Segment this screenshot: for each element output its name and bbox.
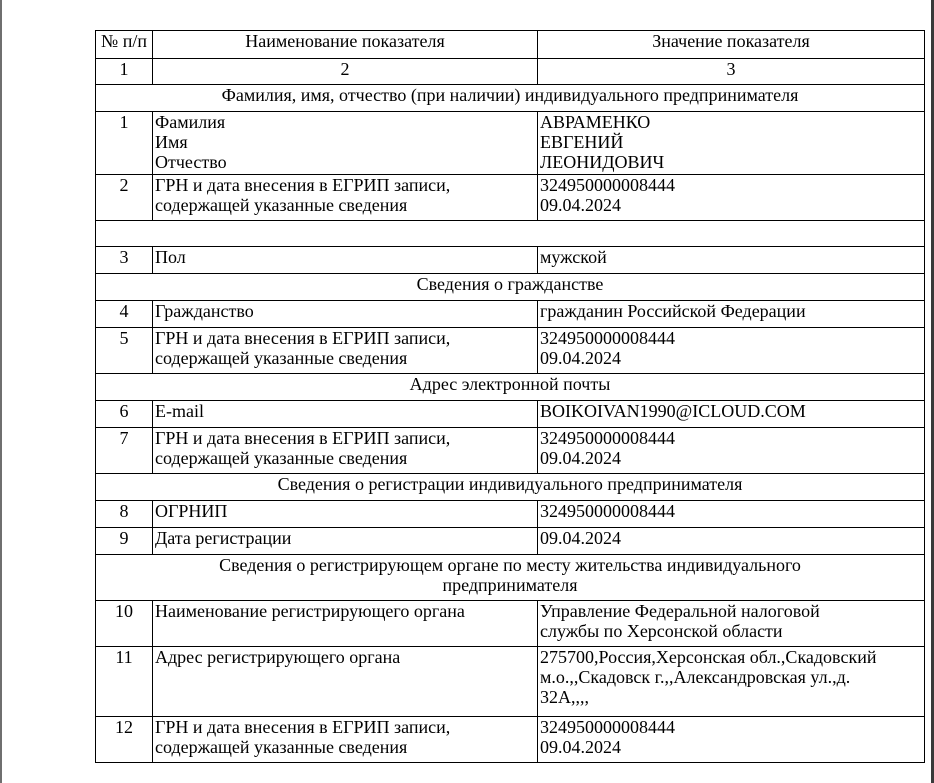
section-title-line: Сведения о регистрирующем органе по месту жительства индивидуального [219,555,801,575]
label-line: ГРН и дата внесения в ЕГРИП записи, [155,328,451,348]
value-first-name: ЕВГЕНИЙ [540,132,624,152]
table-row [96,647,925,717]
label-line: содержащей указанные сведения [155,448,408,468]
row-label: Дата регистрации [153,528,538,555]
egrip-extract-table [95,30,925,763]
page-left-border [0,0,2,783]
label-line: ГРН и дата внесения в ЕГРИП записи, [155,717,451,737]
row-value [538,328,925,374]
section-title-reg-authority [96,555,925,601]
section-row [96,555,925,601]
row-value [538,601,925,647]
table-row [96,601,925,647]
table-row [96,428,925,474]
section-row [96,474,925,501]
label-line: содержащей указанные сведения [155,348,408,368]
row-number: 6 [96,401,153,428]
registration-date-value: 09.04.2024 [538,528,925,555]
column-index-row [96,59,925,85]
grn-value: 324950000008444 [540,717,675,737]
row-number: 10 [96,601,153,647]
section-title-email: Адрес электронной почты [96,374,925,401]
row-value [538,428,925,474]
empty-row [96,221,925,247]
row-value [538,647,925,717]
table-row [96,112,925,175]
section-row [96,374,925,401]
row-number: 12 [96,717,153,763]
email-value: BOIKOIVAN1990@ICLOUD.COM [538,401,925,428]
section-title-fio: Фамилия, имя, отчество (при наличии) индивидуального предпринимателя [96,85,925,112]
grn-value: 324950000008444 [540,175,675,195]
row-label: Гражданство [153,301,538,328]
date-value: 09.04.2024 [540,348,621,368]
label-line: ГРН и дата внесения в ЕГРИП записи, [155,428,451,448]
address-line: 32А,,,, [540,687,589,707]
row-label [153,717,538,763]
table-row [96,717,925,763]
label-line: содержащей указанные сведения [155,195,408,215]
label-patronymic: Отчество [155,152,227,172]
row-number: 8 [96,501,153,528]
label-line: ГРН и дата внесения в ЕГРИП записи, [155,175,451,195]
grn-value: 324950000008444 [540,428,675,448]
row-value: гражданин Российской Федерации [538,301,925,328]
row-number: 9 [96,528,153,555]
table-row [96,528,925,555]
address-line: 275700,Россия,Херсонская обл.,Скадовский [540,647,877,667]
row-number: 7 [96,428,153,474]
row-label [153,175,538,221]
ogrnip-value: 324950000008444 [538,501,925,528]
row-label [153,428,538,474]
column-header-value: Значение показателя [538,31,925,59]
address-line: м.о.,,Скадовск г.,,Александровская ул.,д. [540,667,851,687]
row-number: 3 [96,247,153,274]
column-header-number: № п/п [96,31,153,59]
column-header-name: Наименование показателя [153,31,538,59]
column-index-2: 2 [153,59,538,85]
row-label: Адрес регистрирующего органа [153,647,538,717]
row-value [538,112,925,175]
date-value: 09.04.2024 [540,195,621,215]
empty-cell [96,221,925,247]
authority-name-line: службы по Херсонской области [540,621,783,641]
section-title-citizenship: Сведения о гражданстве [96,274,925,301]
table-row [96,301,925,328]
section-row [96,274,925,301]
section-title-registration: Сведения о регистрации индивидуального предпринимателя [96,474,925,501]
row-label: E-mail [153,401,538,428]
date-value: 09.04.2024 [540,737,621,757]
row-number: 4 [96,301,153,328]
row-number: 1 [96,112,153,175]
row-value: мужской [538,247,925,274]
row-value [538,175,925,221]
row-number: 5 [96,328,153,374]
table-header-row [96,31,925,59]
row-label [153,328,538,374]
row-label [153,112,538,175]
table-row [96,175,925,221]
row-label: Пол [153,247,538,274]
value-patronymic: ЛЕОНИДОВИЧ [540,152,665,172]
section-row [96,85,925,112]
table-row [96,328,925,374]
section-title-line: предпринимателя [442,575,578,595]
row-label: Наименование регистрирующего органа [153,601,538,647]
column-index-3: 3 [538,59,925,85]
label-line: содержащей указанные сведения [155,737,408,757]
row-label: ОГРНИП [153,501,538,528]
label-first-name: Имя [155,132,188,152]
table-row [96,247,925,274]
label-surname: Фамилия [155,112,226,132]
table-row [96,501,925,528]
column-index-1: 1 [96,59,153,85]
row-number: 11 [96,647,153,717]
grn-value: 324950000008444 [540,328,675,348]
authority-name-line: Управление Федеральной налоговой [540,601,820,621]
row-number: 2 [96,175,153,221]
row-value [538,717,925,763]
value-surname: АВРАМЕНКО [540,112,651,132]
date-value: 09.04.2024 [540,448,621,468]
table-row [96,401,925,428]
